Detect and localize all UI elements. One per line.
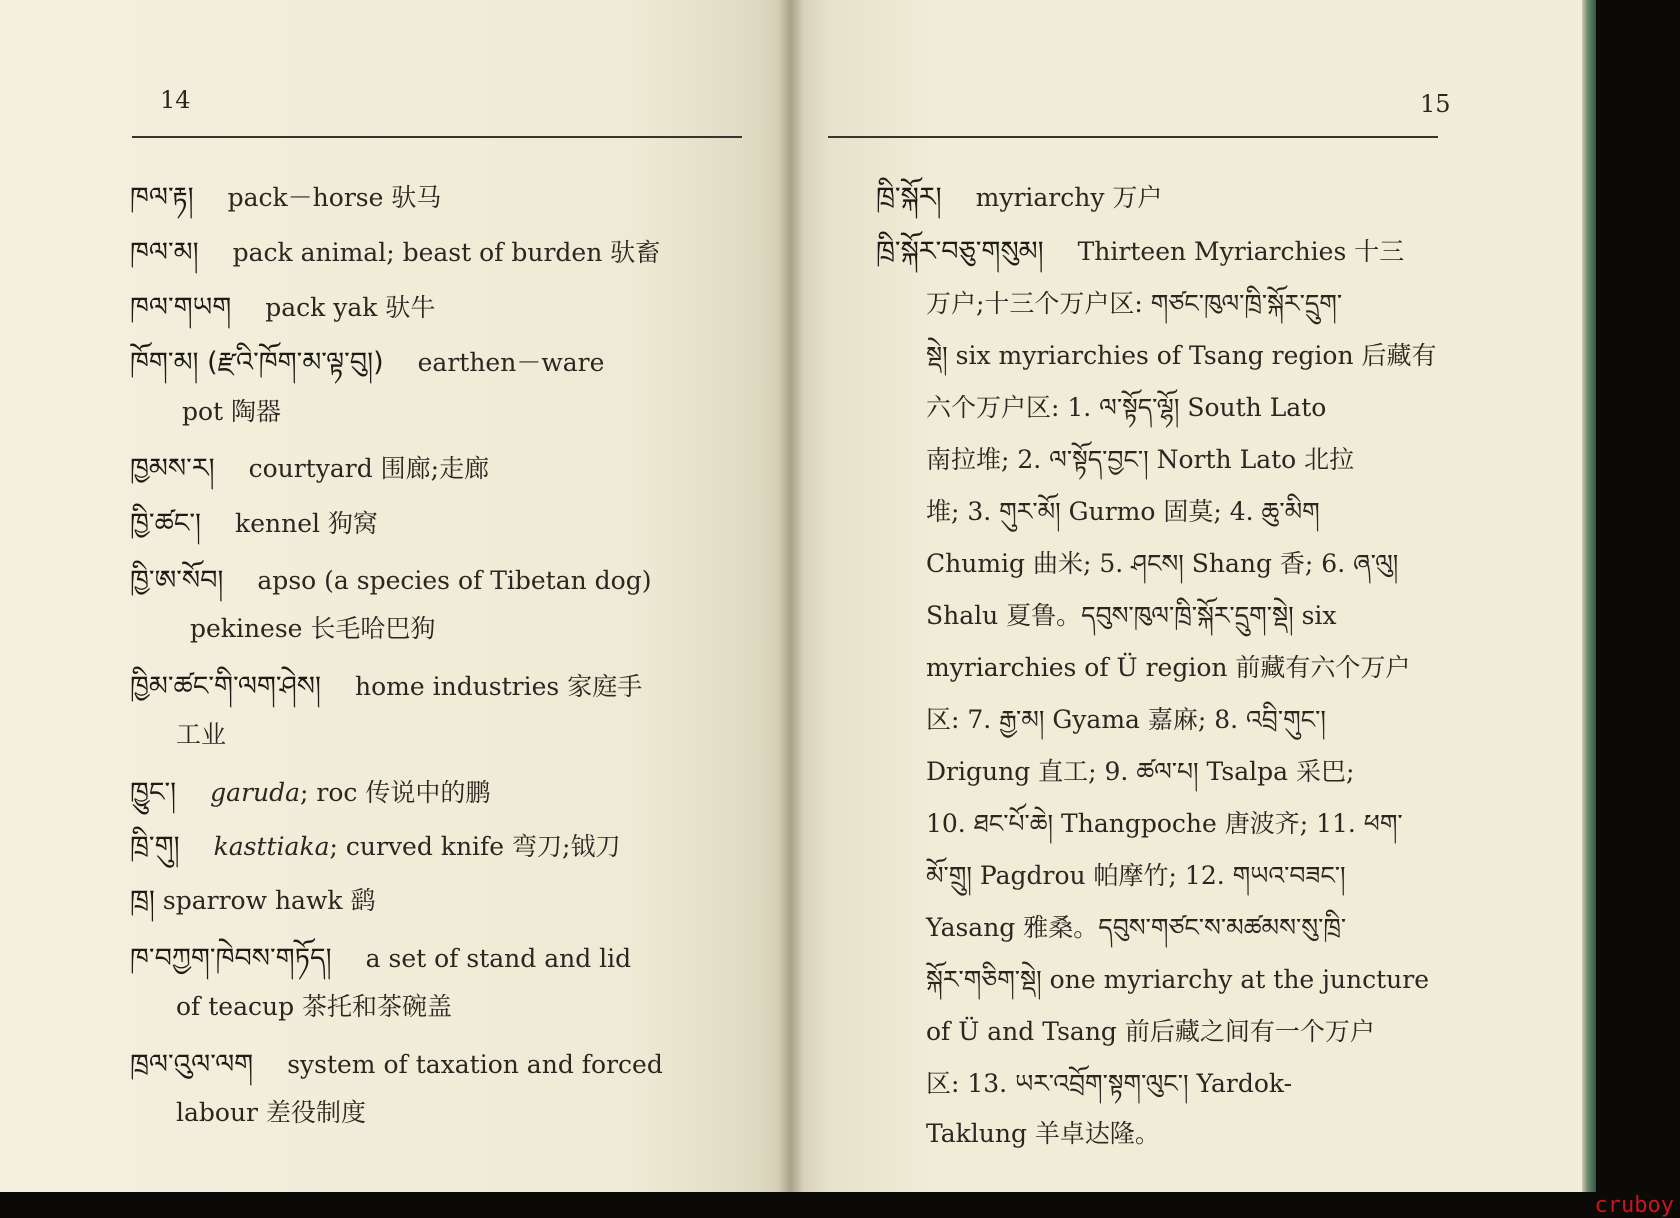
tibetan-term: ཁྲི་སྐོར་བཅུ་གསུམ། [876,236,1044,267]
tibetan-term: ཁོག་མ། (རྫའི་ཁོག་མ་ལྟ་བུ།) [130,347,384,378]
tibetan-term: ཁལ་རྟ། [130,182,194,213]
entry-line [130,454,489,484]
tibetan-term: ཁྱམས་ར། [130,453,215,484]
entry-line [130,886,375,916]
scan-background [0,1192,1680,1218]
entry-gloss: pack animal; beast of burden 驮畜 [232,238,661,267]
entry-gloss: pack－horse 驮马 [227,183,442,212]
text-line: སྡེ། six myriarchies of Tsang region 后藏有 [926,341,1437,370]
entry-gloss: pekinese 长毛哈巴狗 [190,614,436,643]
header-rule [828,136,1438,138]
right-page [790,0,1582,1200]
page-number-right: 15 [1420,90,1451,118]
text-line: སྐོར་གཅིག་སྡེ། one myriarchy at the juncture [926,965,1430,994]
text-line: Drigung 直工; 9. ཚལ་པ། Tsalpa 采巴; [926,757,1355,786]
entry-line [130,944,631,974]
tibetan-term: ཁྱུང་། [130,777,177,808]
text-line: 10. ཐང་པོ་ཆེ། Thangpoche 唐波齐; 11. ཕག་ [926,809,1403,838]
page-number-left: 14 [160,86,191,114]
entry-line [130,832,620,862]
entry-line [130,509,378,539]
text-line: Chumig 曲米; 5. ཤངས། Shang 香; 6. ཞ་ལུ། [926,549,1399,578]
entry-gloss: labour 差役制度 [176,1098,366,1127]
entry-continuation [190,614,435,644]
entry-gloss: home industries 家庭手 [355,672,643,701]
entry-gloss: pot 陶器 [182,397,282,426]
entry-line [130,1050,663,1080]
text-line: Shalu 夏鲁。དབུས་ཁུལ་ཁྲི་སྐོར་དྲུག་སྡེ། six [926,601,1337,630]
entry-gloss: of teacup 茶托和茶碗盖 [176,992,453,1021]
entry-gloss: courtyard 围廊;走廊 [248,454,490,483]
entry-gloss: pack yak 驮牛 [265,293,436,322]
entry-gloss: earthen－ware [417,348,605,377]
text-line: of Ü and Tsang 前后藏之间有一个万户 [926,1017,1375,1046]
text-line: 区: 7. རྒྱ་མ། Gyama 嘉麻; 8. འབྲི་གུང་། [926,705,1326,734]
entry-gloss-italic: garuda [210,778,301,807]
entry-line [130,183,441,213]
entry-continuation [182,397,281,427]
tibetan-term: ཁྱི་ཚང་། [130,508,202,539]
entry-line [130,566,651,596]
entry-line [130,238,660,268]
entry-continuation [176,720,226,750]
tibetan-term: ཁྲི་སྐོར། [876,182,942,213]
book-cover-edge [1582,0,1596,1200]
text-line: 堆; 3. གུར་མོ། Gurmo 固莫; 4. ཆུ་མིག [926,497,1320,526]
tibetan-term: ཁལ་མ། [130,237,199,268]
entry-gloss: ; curved knife 弯刀;钺刀 [329,832,621,861]
entry-gloss: kennel 狗窝 [235,509,378,538]
tibetan-term: ཁྲ། [130,885,155,916]
entry-gloss: 工业 [176,720,227,749]
entry-gloss: a set of stand and lid [365,944,632,973]
text-line: Yasang 雅桑。དབུས་གཙང་ས་མཚམས་སུ་ཁྲི་ [926,913,1347,942]
entry-line [130,672,642,702]
entry-line [130,348,604,378]
entry-gloss: apso (a species of Tibetan dog) [257,566,652,595]
entry-gloss: system of taxation and forced [287,1050,663,1079]
tibetan-term: ཁྲི་གུ། [130,831,180,862]
tibetan-term: ཁྱི་ཨ་སོབ། [130,565,224,596]
entry-gloss: sparrow hawk 鹞 [162,886,376,915]
text-line: མོ་གྲུ། Pagdrou 帕摩竹; 12. གཡའ་བཟང་། [926,861,1346,890]
text-line: Taklung 羊卓达隆。 [926,1119,1160,1148]
tibetan-term: ཁྱིམ་ཚང་གི་ལག་ཤེས། [130,671,321,702]
tibetan-term: ཁྲལ་འུལ་ལག [130,1049,254,1080]
text-line: 六个万户区: 1. ལ་སྟོད་ལྷོ། South Lato [926,393,1327,422]
entry-continuation [176,992,452,1022]
entry-gloss: Thirteen Myriarchies 十三 [1077,237,1405,266]
tibetan-term: ཁལ་གཡག [130,292,232,323]
left-page [0,0,790,1200]
entry-gloss-italic: kasttiaka [213,832,330,861]
entry-line [130,293,435,323]
entry-gloss: myriarchy 万户 [975,183,1163,212]
entry-gloss: ; roc 传说中的鹏 [300,778,491,807]
book-spine-shadow [778,0,804,1200]
text-line: 南拉堆; 2. ལ་སྟོད་བྱང་། North Lato 北拉 [926,445,1355,474]
text-line: 万户;十三个万户区: གཙང་ཁུལ་ཁྲི་སྐོར་དྲུག་ [926,289,1343,318]
entry-continuation [176,1098,366,1128]
text-line: myriarchies of Ü region 前藏有六个万户 [926,653,1411,682]
entry-line [130,778,490,808]
tibetan-term: ཁ་བཀྱག་ཁེབས་གཏོད། [130,943,332,974]
text-line: 区: 13. ཡར་འབྲོག་སྟག་ལུང་། Yardok- [926,1069,1293,1098]
header-rule [132,136,742,138]
watermark: cruboy [1594,1193,1674,1218]
entry-line [876,237,1404,267]
entry-line [876,183,1162,213]
